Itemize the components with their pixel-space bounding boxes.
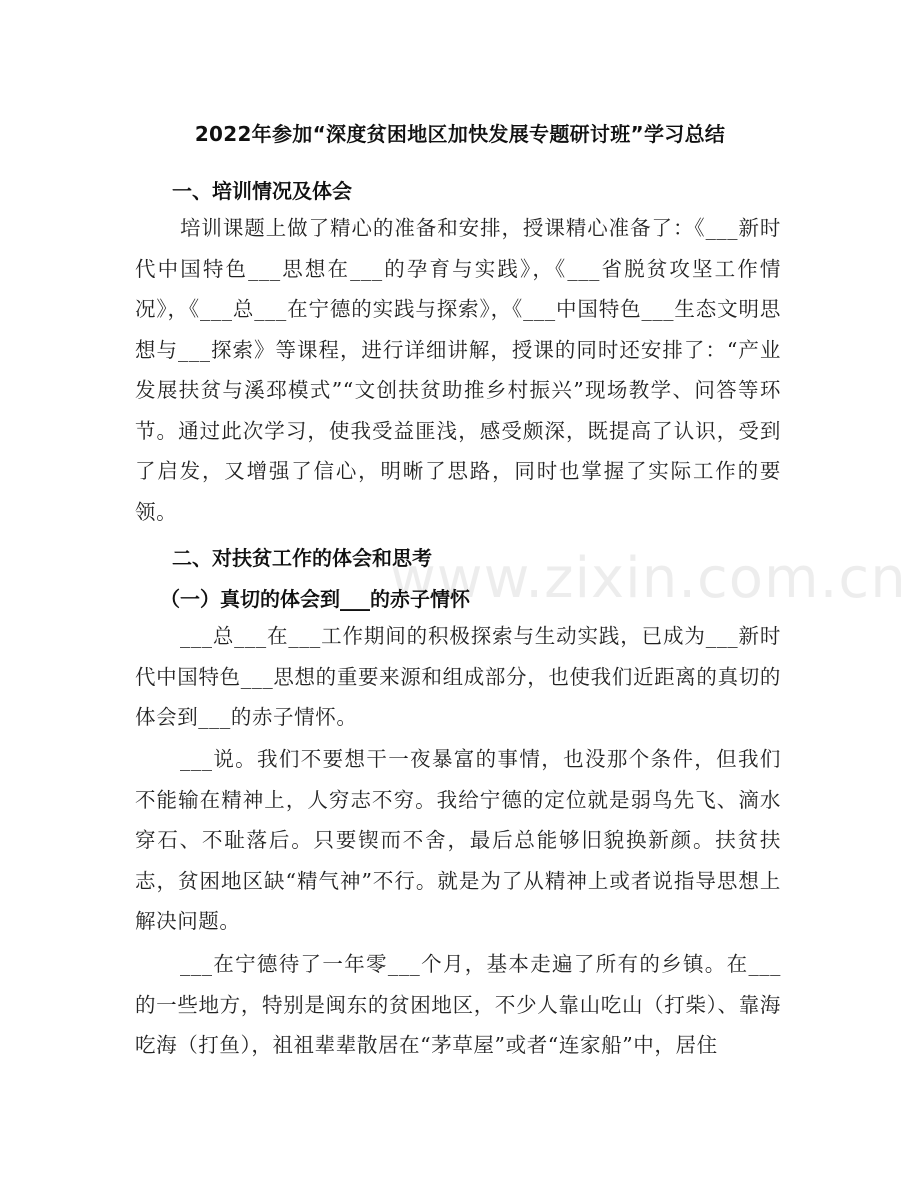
document-title: 2022年参加“深度贫困地区加快发展专题研讨班”学习总结	[194, 122, 726, 146]
watermark: www.zixin.com.cn	[390, 546, 907, 611]
paragraph: ___在宁德待了一年零___个月，基本走遍了所有的乡镇。在___的一些地方，特别是闽东的贫困地区，不少人靠山吃山（打柴）、靠海吃海（打鱼），祖祖辈辈散居在“茅草屋”或者“连家船”中，居住	[135, 952, 781, 1057]
paragraph: ___说。我们不要想干一夜暴富的事情，也没那个条件，但我们不能输在精神上，人穷志不穷。我给宁德的定位就是弱鸟先飞、滴水穿石、不耻落后。只要锲而不舍，最后总能够旧貌换新颜。扶贫扶志，贫困地区缺“精气神”不行。就是为了从精神上或者说指导思想上解决问题。	[135, 747, 781, 933]
subsection-heading: （一）真切的体会到___的赤子情怀	[160, 587, 470, 611]
paragraph: ___总___在___工作期间的积极探索与生动实践，已成为___新时代中国特色___思想的重要来源和组成部分，也使我们近距离的真切的体会到___的赤子情怀。	[135, 624, 781, 729]
section-heading-2: 二、对扶贫工作的体会和思考	[172, 546, 432, 570]
paragraph: 培训课题上做了精心的准备和安排，授课精心准备了：《___新时代中国特色___思想在___的孕育与实践》，《___省脱贫攻坚工作情况》，《___总___在宁德的实践与探索》，《___中国特色___生态文明思想与___探索》等课程，进行详细讲解，授课的同时还安排了：“产业发展扶贫与溪邳模式”“文创扶贫助推乡村振兴”现场教学、问答等环节。通过此次学习，使我受益匪浅，感受颇深，既提高了认识，受到了启发，又增强了信心，明晰了思路，同时也掌握了实际工作的要领。	[135, 216, 781, 524]
section-heading-1: 一、培训情况及体会	[172, 179, 352, 203]
